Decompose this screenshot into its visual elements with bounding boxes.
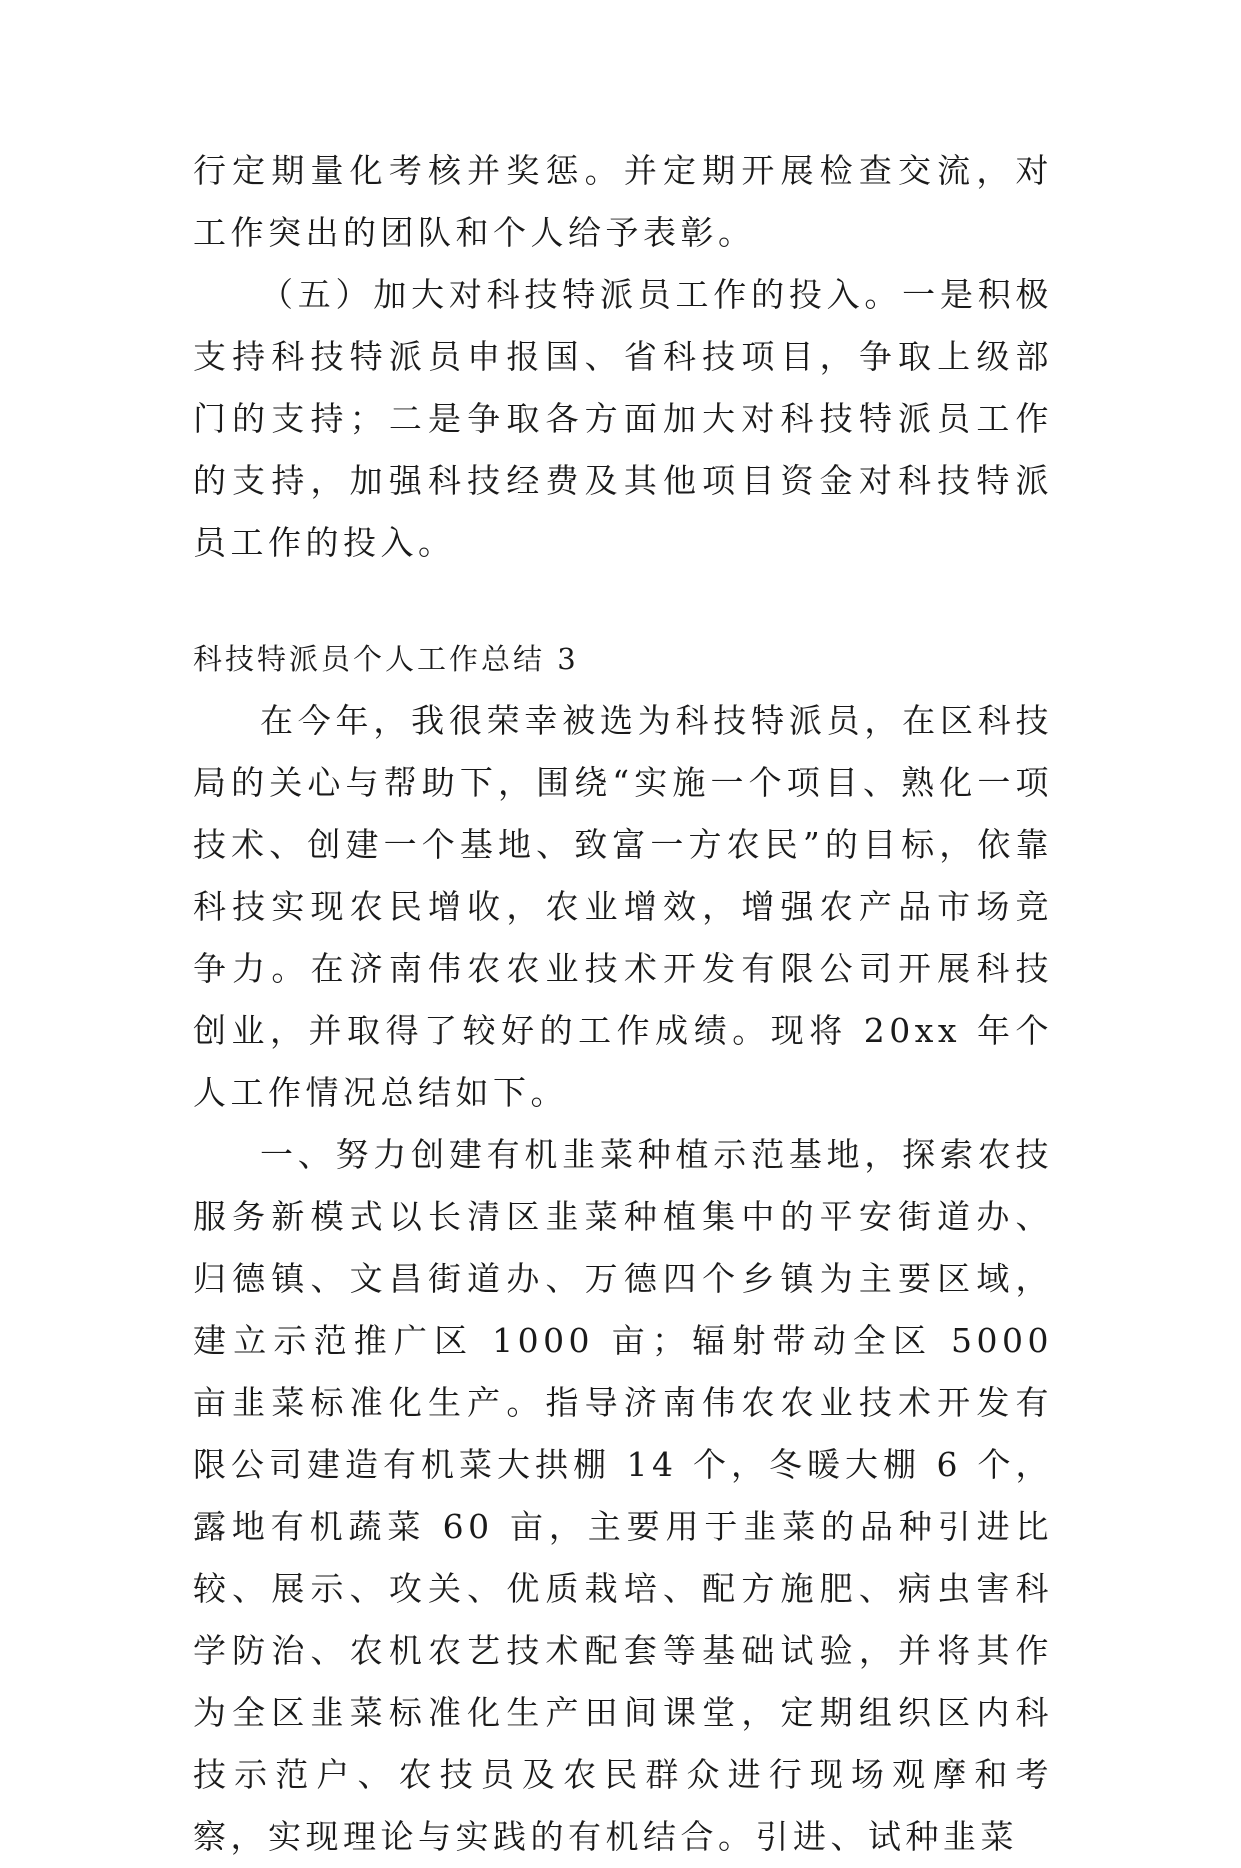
document-page (193, 140, 1053, 1868)
paragraph-point-one: 一、努力创建有机韭菜种植示范基地，探索农技服务新模式以长清区韭菜种植集中的平安街道办、归德镇、文昌街道办、万德四个乡镇为主要区域，建立示范推广区 1000 亩；辐射带动全区 5000 亩韭菜标准化生产。指导济南伟农农业技术开发有限公司建造有机菜大拱棚 14 个，冬暖大棚 6 个，露地有机蔬菜 60 亩，主要用于韭菜的品种引进比较、展示、攻关、优质栽培、配方施肥、病虫害科学防治、农机农艺技术配套等基础试验，并将其作为全区韭菜标准化生产田间课堂，定期组织区内科技示范户、农技员及农民群众进行现场观摩和考察，实现理论与实践的有机结合。引进、试种韭菜 (193, 1135, 1053, 1856)
paragraph-continuation: 行定期量化考核并奖惩。并定期开展检查交流，对工作突出的团队和个人给予表彰。 (193, 151, 1053, 252)
section-gap (193, 574, 1053, 628)
paragraph-intro: 在今年，我很荣幸被选为科技特派员，在区科技局的关心与帮助下，围绕“实施一个项目、熟化一项技术、创建一个基地、致富一方农民”的目标，依靠科技实现农民增收，农业增效，增强农产品市场竞争力。在济南伟农农业技术开发有限公司开展科技创业，并取得了较好的工作成绩。现将 20xx 年个人工作情况总结如下。 (193, 701, 1053, 1112)
paragraph-section-five: （五）加大对科技特派员工作的投入。一是积极支持科技特派员申报国、省科技项目，争取上级部门的支持；二是争取各方面加大对科技特派员工作的支持，加强科技经费及其他项目资金对科技特派员工作的投入。 (193, 275, 1053, 562)
section-heading: 科技特派员个人工作总结 3 (193, 642, 579, 676)
